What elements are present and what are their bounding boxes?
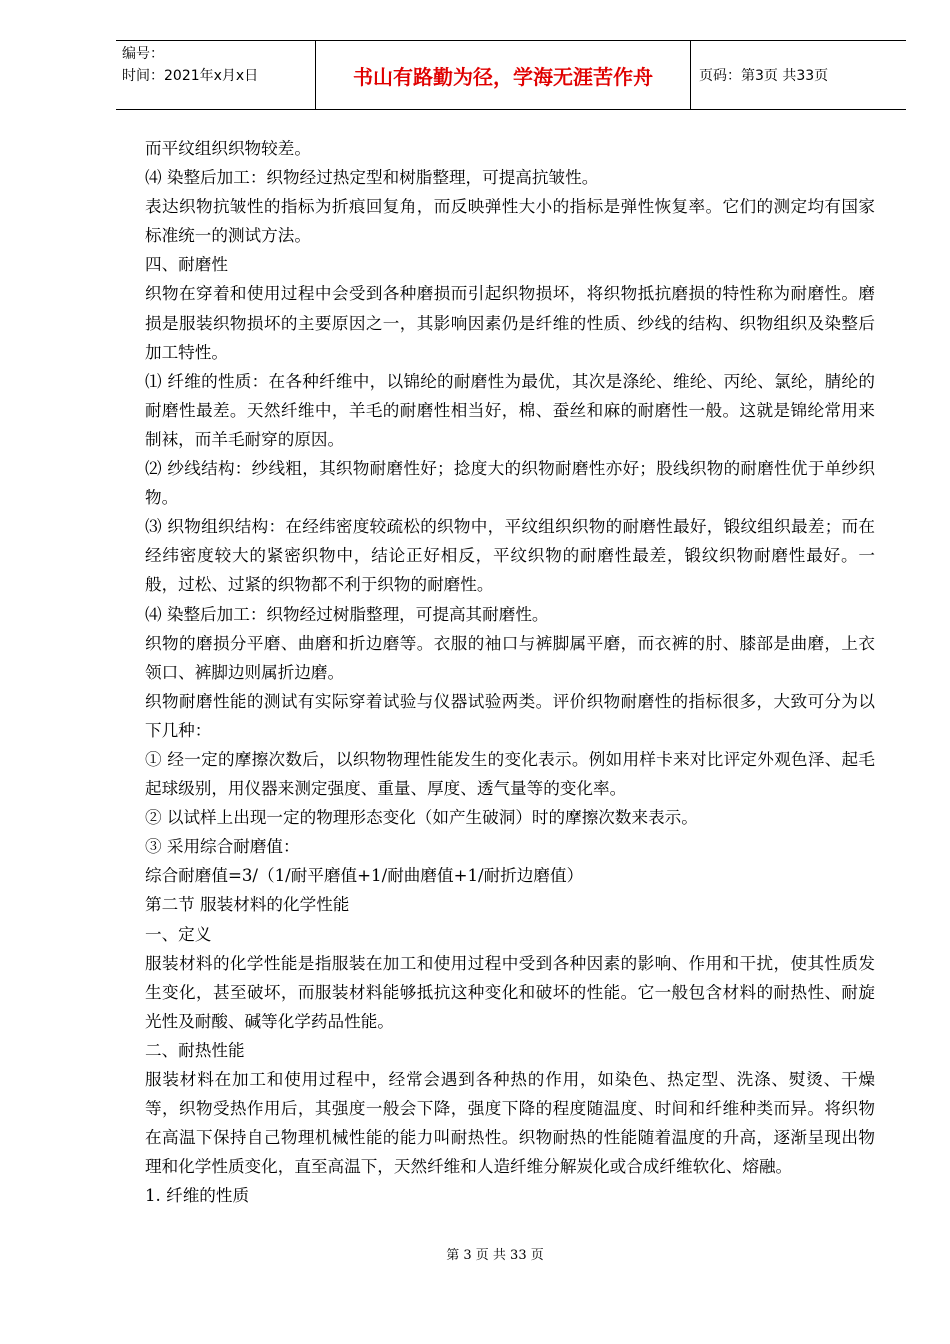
paragraph: 织物在穿着和使用过程中会受到各种磨损而引起织物损坏，将织物抵抗磨损的特性称为耐磨性。磨损是服装织物损坏的主要原因之一，其影响因素仍是纤维的性质、纱线的结构、织物组织及染整后加工特性。 <box>145 284 875 362</box>
section-heading: 1. 纤维的性质 <box>145 1186 250 1206</box>
header-page-info: 页码：第3页 共33页 <box>699 68 829 84</box>
paragraph: ⑵ 纱线结构：纱线粗，其织物耐磨性好；捻度大的织物耐磨性亦好；股线织物的耐磨性优于单纱织物。 <box>145 459 875 508</box>
section-heading: 四、耐磨性 <box>145 255 228 275</box>
header-meta <box>116 41 316 109</box>
paragraph: 表达织物抗皱性的指标为折痕回复角，而反映弹性大小的指标是弹性恢复率。它们的测定均有国家标准统一的测试方法。 <box>145 197 875 246</box>
paragraph: 服装材料的化学性能是指服装在加工和使用过程中受到各种因素的影响、作用和干扰，使其性质发生变化，甚至破坏，而服装材料能够抵抗这种变化和破坏的性能。它一般包含材料的耐热性、耐旋光性及耐酸、碱等化学药品性能。 <box>145 953 875 1031</box>
page-footer: 第 3 页 共 33 页 <box>446 1248 544 1263</box>
paragraph: 而平纹组织织物较差。 <box>145 139 311 158</box>
page-header <box>116 40 906 110</box>
section-heading: 二、耐热性能 <box>145 1040 245 1060</box>
header-motto: 书山有路勤为径，学海无涯苦作舟 <box>316 41 691 109</box>
document-time-label: 时间：2021年x月x日 <box>122 68 259 84</box>
paragraph: 织物的磨损分平磨、曲磨和折边磨等。衣服的袖口与裤脚属平磨，而衣裤的肘、膝部是曲磨，上衣领口、裤脚边则属折边磨。 <box>145 633 875 682</box>
paragraph: ③ 采用综合耐磨值： <box>145 837 300 857</box>
section-heading: 一、定义 <box>145 924 212 944</box>
document-body <box>145 134 875 1210</box>
paragraph: ① 经一定的摩擦次数后，以织物物理性能发生的变化表示。例如用样卡来对比评定外观色泽、起毛起球级别，用仪器来测定强度、重量、厚度、透气量等的变化率。 <box>145 749 875 799</box>
paragraph: ⑷ 染整后加工：织物经过热定型和树脂整理，可提高抗皱性。 <box>145 168 599 188</box>
paragraph: ② 以试样上出现一定的物理形态变化（如产生破洞）时的摩擦次数来表示。 <box>145 808 698 828</box>
section-heading: 第二节 服装材料的化学性能 <box>145 895 350 915</box>
document-number-label: 编号： <box>122 46 164 62</box>
paragraph: ⑴ 纤维的性质：在各种纤维中，以锦纶的耐磨性为最优，其次是涤纶、维纶、丙纶、氯纶，腈纶的耐磨性最差。天然纤维中，羊毛的耐磨性相当好，棉、蚕丝和麻的耐磨性一般。这就是锦纶常用来制袜，而羊毛耐穿的原因。 <box>145 371 875 449</box>
paragraph: 织物耐磨性能的测试有实际穿着试验与仪器试验两类。评价织物耐磨性的指标很多，大致可分为以下几种： <box>145 691 875 740</box>
formula-line: 综合耐磨值=3/（1/耐平磨值+1/耐曲磨值+1/耐折边磨值） <box>145 866 584 886</box>
paragraph: ⑶ 织物组织结构：在经纬密度较疏松的织物中，平纹组织织物的耐磨性最好，锻纹组织最差；而在经纬密度较大的紧密织物中，结论正好相反，平纹织物的耐磨性最差，锻纹织物耐磨性最好。一般，过松、过紧的织物都不利于织物的耐磨性。 <box>145 517 875 595</box>
paragraph: 服装材料在加工和使用过程中，经常会遇到各种热的作用，如染色、热定型、洗涤、熨烫、干燥等，织物受热作用后，其强度一般会下降，强度下降的程度随温度、时间和纤维种类而异。将织物在高温下保持自己物理机械性能的能力叫耐热性。织物耐热的性能随着温度的升高，逐渐呈现出物理和化学性质变化，直至高温下，天然纤维和人造纤维分解炭化或合成纤维软化、熔融。 <box>145 1070 875 1177</box>
paragraph: ⑷ 染整后加工：织物经过树脂整理，可提高其耐磨性。 <box>145 604 549 624</box>
